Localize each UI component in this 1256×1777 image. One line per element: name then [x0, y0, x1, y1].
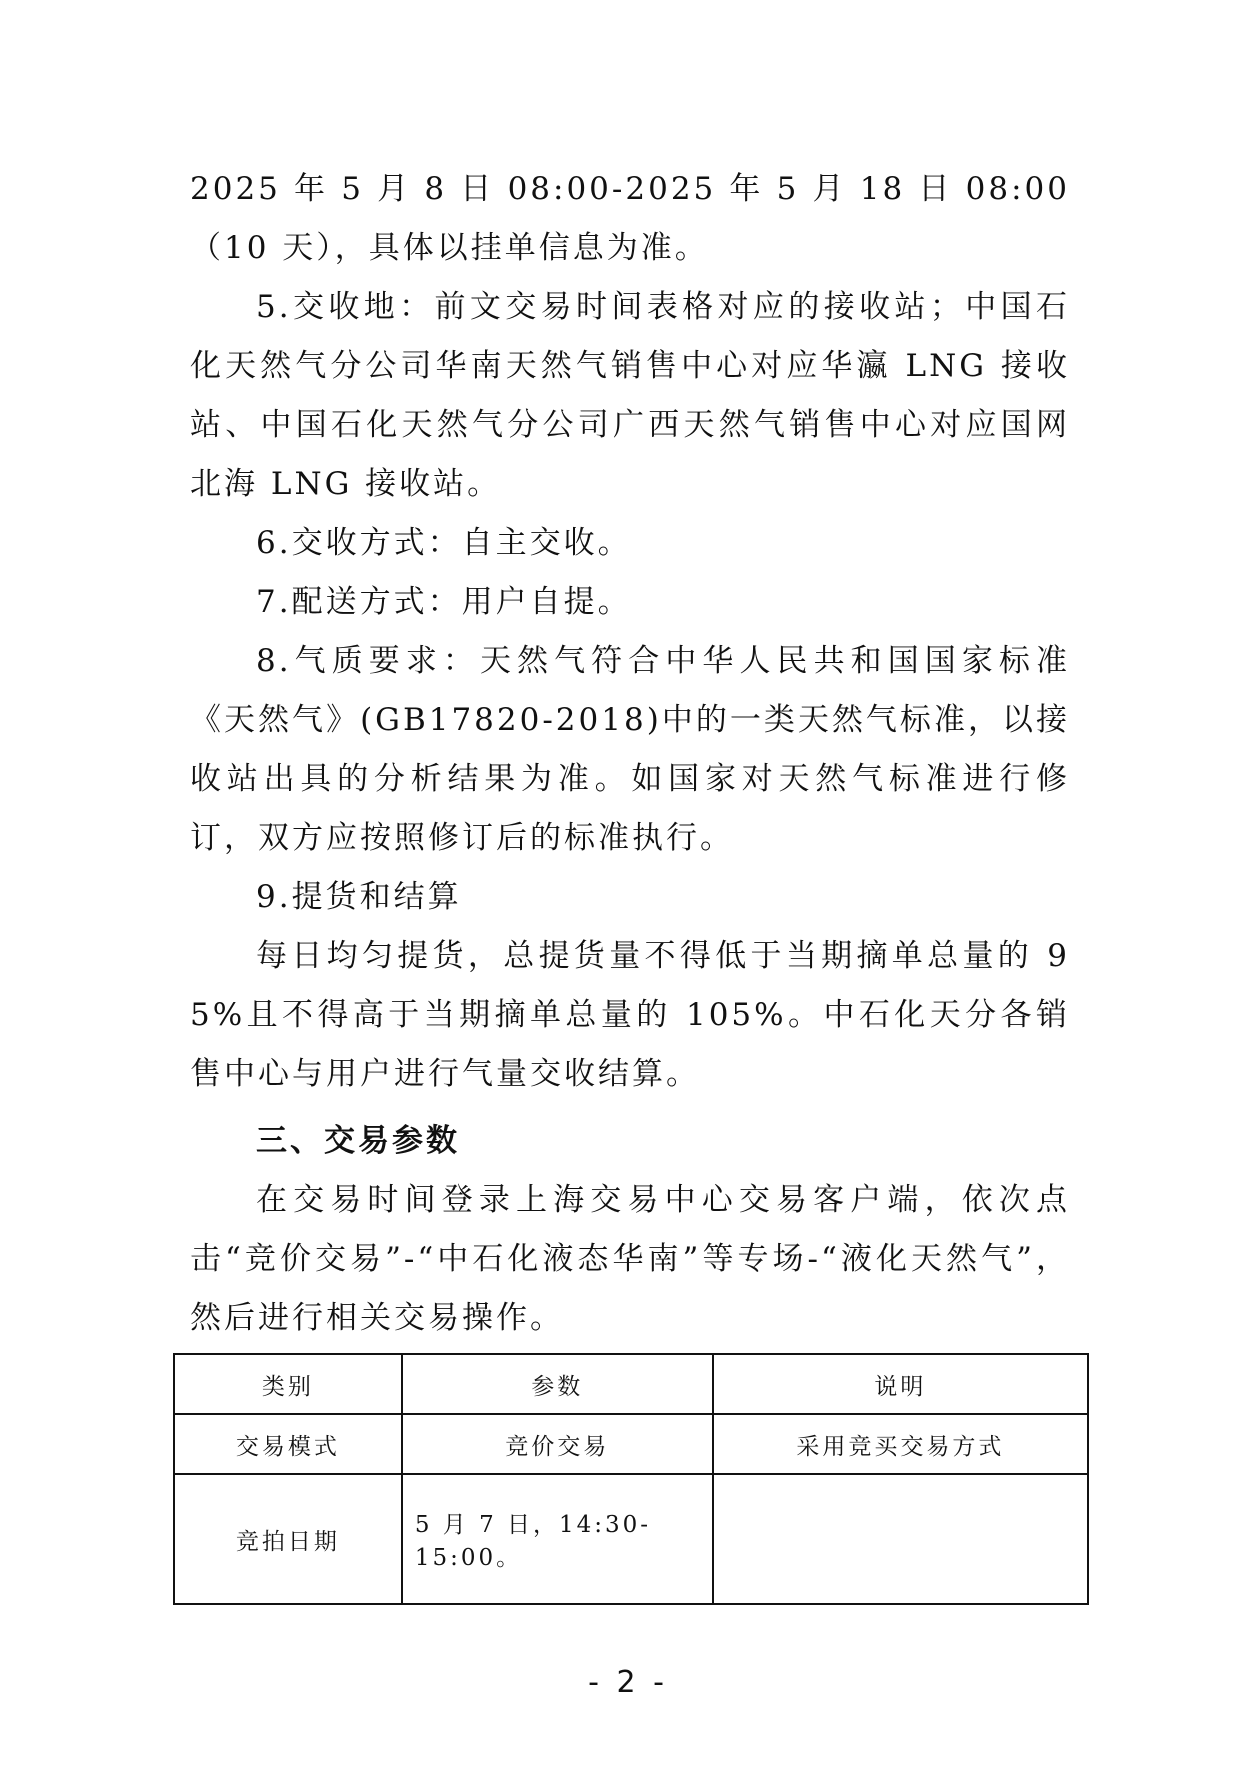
table-cell: 竞拍日期	[174, 1474, 402, 1604]
table-cell: 采用竞买交易方式	[713, 1414, 1088, 1474]
table-cell: 交易模式	[174, 1414, 402, 1474]
table-row	[174, 1414, 1088, 1474]
table-header-parameter: 参数	[402, 1354, 713, 1414]
paragraph-distribution-method: 7.配送方式：用户自提。	[256, 584, 632, 620]
trading-parameters-table	[173, 1353, 1089, 1605]
table-row	[174, 1474, 1088, 1604]
paragraph-gas-quality: 8.气质要求：天然气符合中华人民共和国国家标准《天然气》(GB17820-2018)中的一类天然气标准，以接收站出具的分析结果为准。如国家对天然气标准进行修订，双方应按照修订后的标准执行。	[190, 643, 1070, 856]
paragraph-trading-time-continued: 2025 年 5 月 8 日 08:00-2025 年 5 月 18 日 08:00（10 天），具体以挂单信息为准。	[190, 171, 1070, 266]
document-body	[190, 160, 1070, 1348]
paragraph-trading-parameters-intro: 在交易时间登录上海交易中心交易客户端，依次点击“竞价交易”-“中石化液态华南”等专场-“液化天然气”，然后进行相关交易操作。	[190, 1182, 1070, 1336]
section-heading-trading-parameters: 三、交易参数	[256, 1123, 460, 1159]
paragraph-pickup-settlement-title: 9.提货和结算	[256, 879, 462, 915]
page-number: - 2 -	[588, 1665, 668, 1700]
table-header-row	[174, 1354, 1088, 1414]
paragraph-pickup-settlement-body: 每日均匀提货，总提货量不得低于当期摘单总量的 95%且不得高于当期摘单总量的 105%。中石化天分各销售中心与用户进行气量交收结算。	[190, 938, 1070, 1092]
table-cell	[713, 1474, 1088, 1604]
paragraph-delivery-method: 6.交收方式：自主交收。	[256, 525, 632, 561]
table-header-description: 说明	[713, 1354, 1088, 1414]
table-header-category: 类别	[174, 1354, 402, 1414]
paragraph-delivery-location: 5.交收地：前文交易时间表格对应的接收站；中国石化天然气分公司华南天然气销售中心对应华瀛 LNG 接收站、中国石化天然气分公司广西天然气销售中心对应国网北海 LNG 接收站。	[190, 289, 1070, 502]
table-cell: 竞价交易	[402, 1414, 713, 1474]
table-cell: 5 月 7 日，14:30-15:00。	[402, 1474, 713, 1604]
